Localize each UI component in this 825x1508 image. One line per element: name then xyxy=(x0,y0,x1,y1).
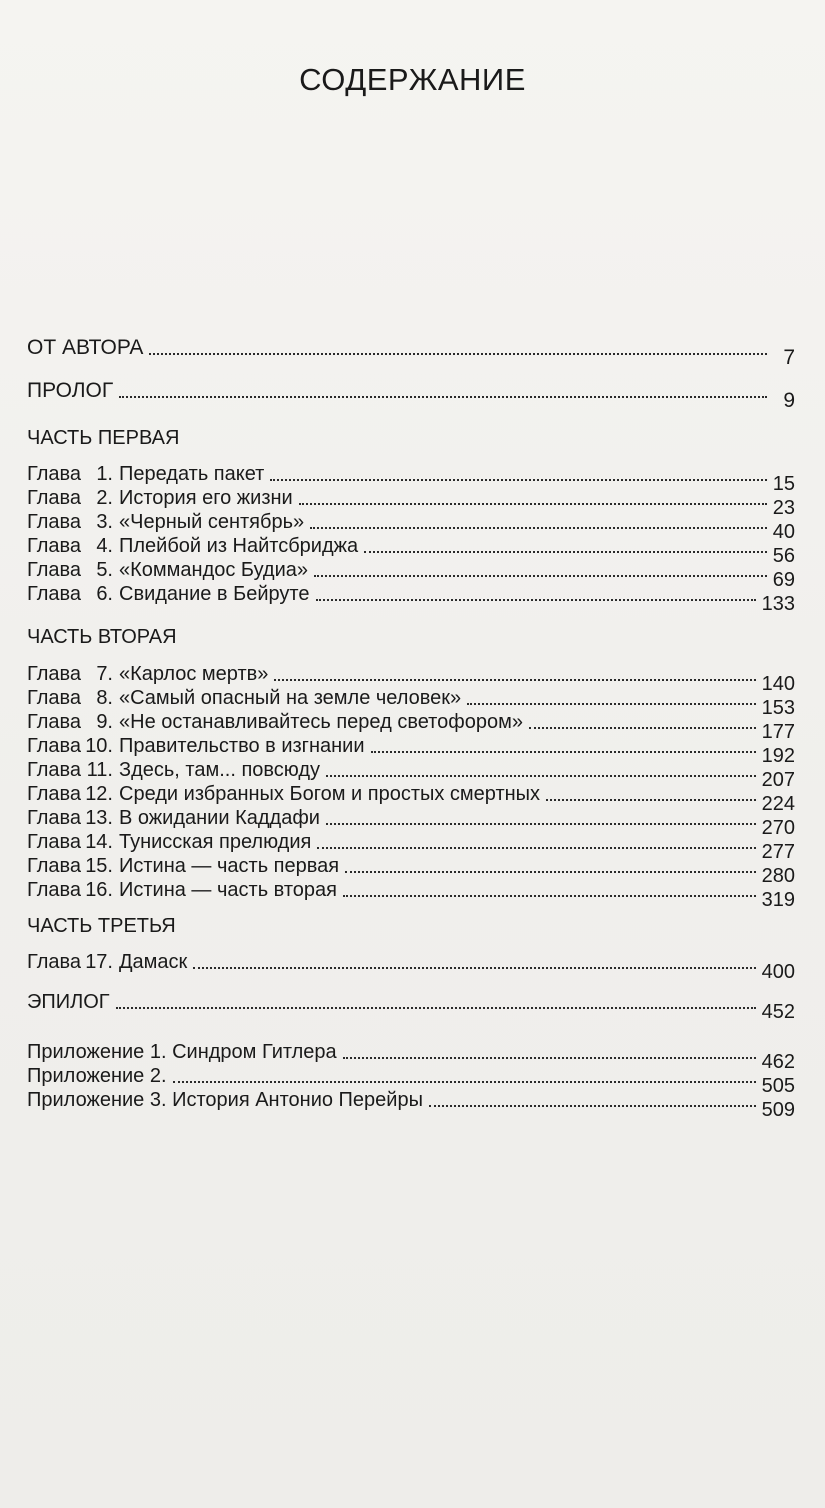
part-heading-3: ЧАСТЬ ТРЕТЬЯ xyxy=(27,915,176,937)
chapter-title: «Не останавливайтесь перед светофором» xyxy=(119,711,523,733)
chapter-title: Плейбой из Найтсбриджа xyxy=(119,535,359,557)
chapter-title: В ожидании Каддафи xyxy=(119,807,320,829)
chapter-number: 6. xyxy=(96,583,113,605)
dot-leader xyxy=(546,799,756,801)
entry-label: ПРОЛОГ xyxy=(27,379,114,402)
chapter-page: 177 xyxy=(761,721,795,743)
toc-chapter-row xyxy=(27,734,795,767)
dot-leader xyxy=(310,527,767,529)
dot-leader xyxy=(149,353,767,355)
dot-leader xyxy=(429,1105,756,1107)
chapter-word: Глава xyxy=(27,663,82,685)
dot-leader xyxy=(274,679,755,681)
toc-chapter-row xyxy=(27,830,795,863)
chapter-number: 10. xyxy=(85,735,113,757)
toc-appendix-row xyxy=(27,1088,795,1121)
dot-leader xyxy=(316,599,756,601)
chapter-number: 3. xyxy=(96,511,113,533)
toc-chapter-row xyxy=(27,710,795,743)
chapter-word: Глава xyxy=(27,783,82,805)
chapter-page: 224 xyxy=(761,793,795,815)
chapter-word: Глава xyxy=(27,951,82,973)
dot-leader xyxy=(364,551,767,553)
chapter-page: 207 xyxy=(761,769,795,791)
chapter-number: 11. xyxy=(86,759,113,781)
chapter-page: 277 xyxy=(761,841,795,863)
chapter-title: Правительство в изгнании xyxy=(119,735,365,757)
chapter-page: 319 xyxy=(761,889,795,911)
chapter-number: 4. xyxy=(96,535,113,557)
chapter-title: Дамаск xyxy=(119,951,188,973)
chapter-page: 400 xyxy=(761,961,795,983)
toc-chapter-row xyxy=(27,662,795,695)
appendix-label: Приложение 2. xyxy=(27,1065,167,1087)
chapter-word: Глава xyxy=(27,463,82,485)
chapter-page: 133 xyxy=(761,593,795,615)
chapter-page: 23 xyxy=(772,497,795,519)
chapter-word: Глава xyxy=(27,535,82,557)
chapter-page: 15 xyxy=(772,473,795,495)
chapter-number: 13. xyxy=(85,807,113,829)
chapter-number: 15. xyxy=(85,855,113,877)
chapter-page: 56 xyxy=(772,545,795,567)
chapter-title: «Карлос мертв» xyxy=(119,663,269,685)
chapter-title: Истина — часть первая xyxy=(119,855,340,877)
dot-leader xyxy=(116,1007,756,1009)
entry-page: 452 xyxy=(761,1001,795,1023)
chapter-word: Глава xyxy=(27,583,82,605)
chapter-page: 40 xyxy=(772,521,795,543)
toc-appendix-row xyxy=(27,1064,795,1097)
toc-chapter-row xyxy=(27,510,795,543)
toc-chapter-row xyxy=(27,782,795,815)
part-heading-2: ЧАСТЬ ВТОРАЯ xyxy=(27,626,177,648)
chapter-title: Тунисская прелюдия xyxy=(119,831,312,853)
chapter-page: 69 xyxy=(772,569,795,591)
appendix-label: Приложение 3. История Антонио Перейры xyxy=(27,1089,423,1111)
toc-chapter-row xyxy=(27,806,795,839)
chapter-number: 16. xyxy=(85,879,113,901)
page-title: СОДЕРЖАНИЕ xyxy=(299,62,526,97)
chapter-page: 153 xyxy=(761,697,795,719)
dot-leader xyxy=(326,775,756,777)
chapter-page: 192 xyxy=(761,745,795,767)
entry-page: 7 xyxy=(783,346,795,369)
appendix-page: 509 xyxy=(761,1099,795,1121)
chapter-number: 17. xyxy=(85,951,113,973)
toc-chapter-row xyxy=(27,878,795,911)
chapter-title: История его жизни xyxy=(119,487,293,509)
appendix-label: Приложение 1. Синдром Гитлера xyxy=(27,1041,337,1063)
appendix-page: 505 xyxy=(761,1075,795,1097)
toc-entry-prologue xyxy=(27,379,795,412)
dot-leader xyxy=(119,396,767,398)
chapter-word: Глава xyxy=(27,487,82,509)
dot-leader xyxy=(270,479,766,481)
toc-appendix-row xyxy=(27,1040,795,1073)
chapter-word: Глава xyxy=(27,807,82,829)
dot-leader xyxy=(343,1057,756,1059)
chapter-number: 12. xyxy=(85,783,113,805)
chapter-word: Глава xyxy=(27,879,82,901)
chapter-number: 8. xyxy=(96,687,113,709)
chapter-word: Глава xyxy=(27,511,82,533)
dot-leader xyxy=(314,575,767,577)
chapter-number: 9. xyxy=(96,711,113,733)
chapter-title: «Самый опасный на земле человек» xyxy=(119,687,462,709)
chapter-number: 5. xyxy=(96,559,113,581)
chapter-title: Здесь, там... повсюду xyxy=(119,759,321,781)
chapter-page: 270 xyxy=(761,817,795,839)
chapter-page: 140 xyxy=(761,673,795,695)
chapter-word: Глава xyxy=(27,711,82,733)
toc-chapter-row xyxy=(27,486,795,519)
entry-label: ЭПИЛОГ xyxy=(27,991,110,1013)
chapter-number: 2. xyxy=(96,487,113,509)
toc-entry-author xyxy=(27,336,795,369)
dot-leader xyxy=(317,847,755,849)
dot-leader xyxy=(371,751,756,753)
chapter-title: Свидание в Бейруте xyxy=(119,583,310,605)
toc-chapter-row xyxy=(27,758,795,791)
chapter-number: 1. xyxy=(96,463,113,485)
dot-leader xyxy=(345,871,756,873)
entry-page: 9 xyxy=(783,389,795,412)
toc-chapter-row xyxy=(27,462,795,495)
chapter-title: Передать пакет xyxy=(119,463,265,485)
dot-leader xyxy=(529,727,756,729)
chapter-page: 280 xyxy=(761,865,795,887)
entry-label: ОТ АВТОРА xyxy=(27,336,144,359)
toc-chapter-row xyxy=(27,686,795,719)
toc-chapter-row xyxy=(27,582,795,615)
toc-chapter-row xyxy=(27,558,795,591)
chapter-title: Истина — часть вторая xyxy=(119,879,337,901)
chapter-number: 7. xyxy=(96,663,113,685)
chapter-word: Глава xyxy=(27,735,82,757)
toc-chapter-row xyxy=(27,854,795,887)
appendix-page: 462 xyxy=(761,1051,795,1073)
dot-leader xyxy=(343,895,756,897)
chapter-word: Глава xyxy=(27,831,82,853)
chapter-word: Глава xyxy=(27,759,82,781)
chapter-title: Среди избранных Богом и простых смертных xyxy=(119,783,541,805)
chapter-word: Глава xyxy=(27,559,82,581)
chapter-number: 14. xyxy=(85,831,113,853)
dot-leader xyxy=(299,503,767,505)
chapter-title: «Коммандос Будиа» xyxy=(119,559,309,581)
part-heading-1: ЧАСТЬ ПЕРВАЯ xyxy=(27,427,180,449)
dot-leader xyxy=(467,703,755,705)
toc-chapter-row xyxy=(27,950,795,983)
dot-leader xyxy=(326,823,756,825)
dot-leader xyxy=(193,967,755,969)
dot-leader xyxy=(173,1081,756,1083)
chapter-word: Глава xyxy=(27,855,82,877)
toc-chapter-row xyxy=(27,534,795,567)
chapter-word: Глава xyxy=(27,687,82,709)
toc-entry-epilogue xyxy=(27,990,795,1023)
chapter-title: «Черный сентябрь» xyxy=(119,511,305,533)
